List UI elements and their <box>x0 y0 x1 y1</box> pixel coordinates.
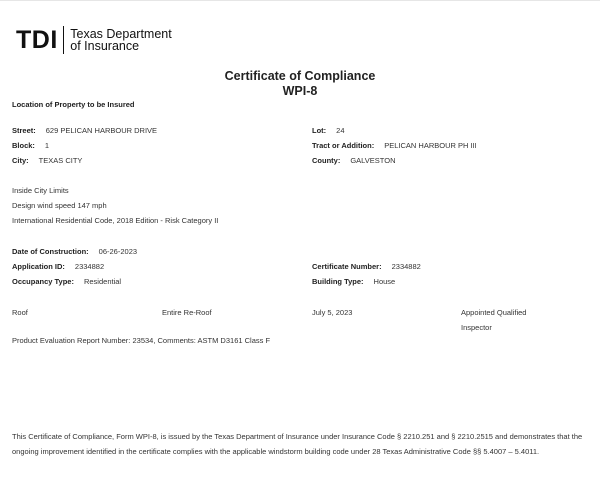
street-value: 629 PELICAN HARBOUR DRIVE <box>45 126 158 135</box>
city-value: TEXAS CITY <box>38 156 83 165</box>
tdi-logo <box>16 25 172 55</box>
occupancy-type-value: Residential <box>83 277 122 286</box>
improvement-item: Roof <box>12 308 28 317</box>
county-field <box>312 156 395 165</box>
application-id-value: 2334882 <box>74 262 105 271</box>
application-id-field <box>12 262 104 271</box>
improvement-date: July 5, 2023 <box>312 308 353 317</box>
logo-line-1: Texas Department <box>70 27 172 41</box>
logo-divider <box>63 26 65 54</box>
certificate-statement: This Certificate of Compliance, Form WPI-8, is issued by the Texas Department of Insurance under Insurance Code § 2210.251 and § 2210.2515 and demonstrates that the ongoing improvement identified in the certificate complies with the applicable windstorm building code under 28 Texas Administrative Code §§ 5.4007 – 5.4011. <box>12 432 583 456</box>
application-id-label: Application ID: <box>12 262 65 271</box>
building-code-note: International Residential Code, 2018 Edition - Risk Category II <box>12 216 219 225</box>
block-value: 1 <box>44 141 50 150</box>
logo-agency-name <box>70 28 171 52</box>
occupancy-type-field <box>12 277 121 286</box>
improvement-scope: Entire Re-Roof <box>162 308 212 317</box>
tract-value: PELICAN HARBOUR PH III <box>384 141 477 150</box>
building-type-field <box>312 277 395 286</box>
city-label: City: <box>12 156 29 165</box>
building-type-label: Building Type: <box>312 277 364 286</box>
street-field <box>12 126 157 135</box>
certificate-number-label: Certificate Number: <box>312 262 382 271</box>
document-title: Certificate of Compliance <box>224 69 376 83</box>
tract-label: Tract or Addition: <box>312 141 375 150</box>
certificate-number-field <box>312 262 421 271</box>
occupancy-type-label: Occupancy Type: <box>12 277 74 286</box>
construction-date-value: 06-26-2023 <box>98 247 138 256</box>
certificate-number-value: 2334882 <box>391 262 421 271</box>
inspector-line-2: Inspector <box>461 323 492 332</box>
top-divider <box>0 0 600 1</box>
lot-label: Lot: <box>312 126 327 135</box>
wind-speed-note: Design wind speed 147 mph <box>12 201 107 210</box>
construction-date-field <box>12 247 137 256</box>
county-label: County: <box>312 156 341 165</box>
inspector-line-1: Appointed Qualified <box>461 308 527 317</box>
city-limits-note: Inside City Limits <box>12 186 69 195</box>
tract-field <box>312 141 477 150</box>
lot-value: 24 <box>336 126 345 135</box>
lot-field <box>312 126 345 135</box>
city-field <box>12 156 82 165</box>
block-field <box>12 141 49 150</box>
logo-mark: TDI <box>16 26 58 54</box>
street-label: Street: <box>12 126 36 135</box>
county-value: GALVESTON <box>350 156 396 165</box>
location-heading: Location of Property to be Insured <box>12 100 135 109</box>
form-number: WPI-8 <box>282 84 318 98</box>
building-type-value: House <box>373 277 396 286</box>
block-label: Block: <box>12 141 35 150</box>
product-evaluation: Product Evaluation Report Number: 23534, Comments: ASTM D3161 Class F <box>12 336 271 345</box>
logo-line-2: of Insurance <box>70 39 140 53</box>
construction-date-label: Date of Construction: <box>12 247 89 256</box>
